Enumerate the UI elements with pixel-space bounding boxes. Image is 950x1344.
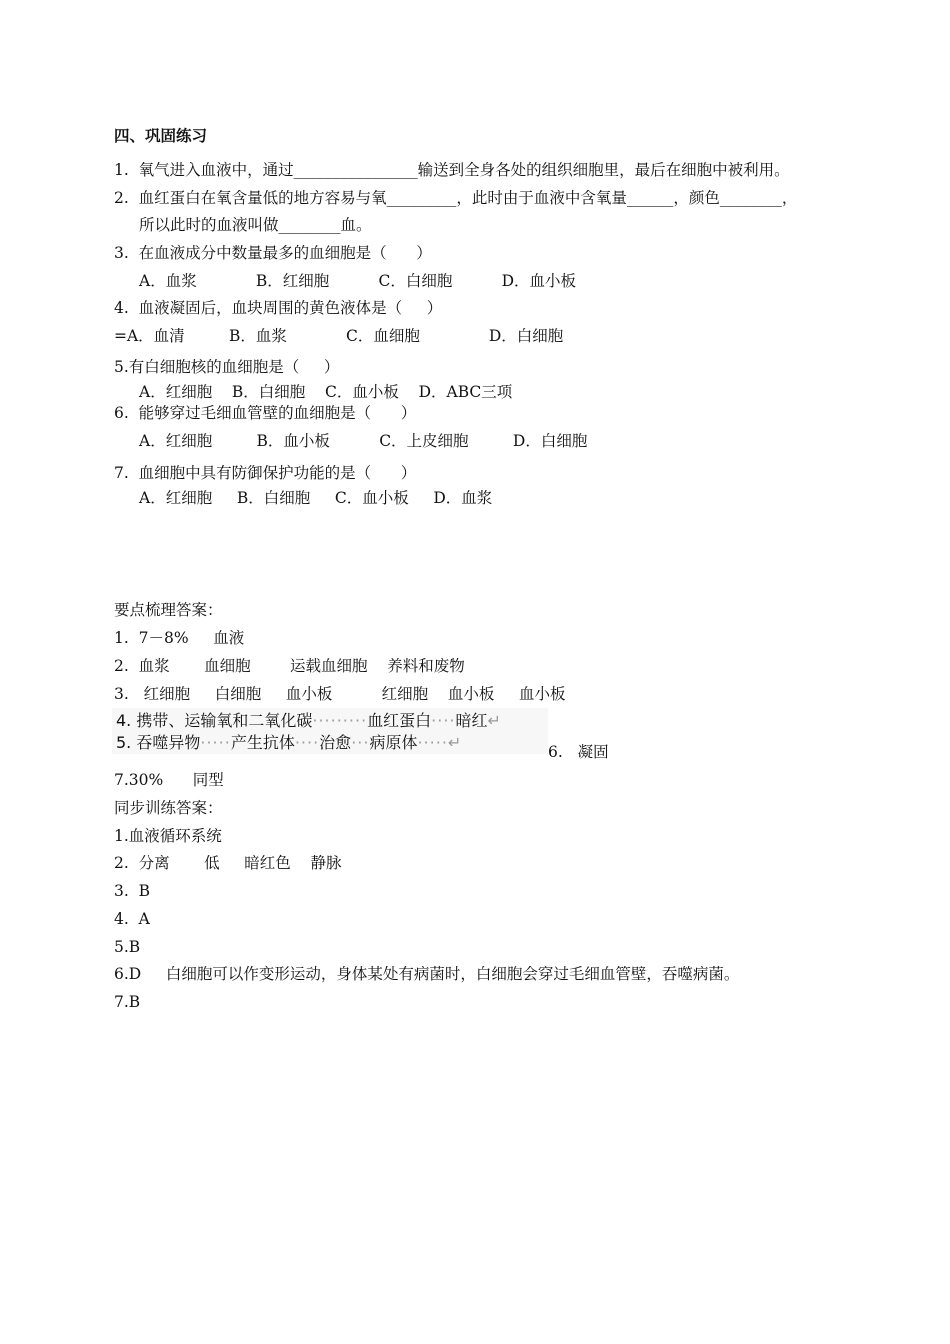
dot-leader: ·····: [417, 733, 448, 752]
key-points-title: 要点梳理答案：: [114, 601, 223, 619]
exercise-7-options: A．红细胞 B．白细胞 C．血小板 D．血浆: [139, 489, 493, 507]
return-mark: ↵: [447, 733, 463, 752]
key-point-5-a: 吞噬异物: [136, 733, 201, 752]
key-point-3: 3. 红细胞 白细胞 血小板 红细胞 血小板 血小板: [114, 685, 566, 703]
key-point-5: [116, 733, 462, 753]
exercise-4-options: =A．血清 B．血浆 C．血细胞 D．白细胞: [114, 327, 564, 345]
exercise-6: 6. 能够穿过毛细血管壁的血细胞是（ ）: [114, 404, 417, 422]
sync-answer-3: 3. B: [114, 882, 151, 900]
sync-title: 同步训练答案：: [114, 799, 223, 817]
sync-answer-4: 4. A: [114, 910, 150, 928]
key-point-6: 6. 凝固: [548, 743, 609, 761]
key-point-4-b: 血红蛋白: [367, 711, 432, 730]
exercise-3: 3. 在血液成分中数量最多的血细胞是（ ）: [114, 244, 432, 262]
key-point-5-c: 治愈: [319, 733, 352, 752]
dot-leader: ·········: [312, 711, 368, 730]
sync-answer-5: 5.B: [114, 938, 141, 956]
return-mark: ↵: [487, 711, 502, 730]
dot-leader: ···: [351, 733, 370, 752]
sync-answer-2: 2. 分离 低 暗红色 静脉: [114, 854, 342, 872]
dot-leader: ····: [431, 711, 456, 730]
key-point-4-c: 暗红: [455, 711, 488, 730]
key-point-4: [116, 711, 502, 731]
exercise-1: 1. 氧气进入血液中，通过________________输送到全身各处的组织细胞里，最后在细胞中被利用。: [114, 161, 790, 179]
key-point-7: 7.30% 同型: [114, 771, 224, 789]
key-point-5-b: 产生抗体: [230, 733, 295, 752]
exercise-2: 2. 血红蛋白在氧含量低的地方容易与氧_________，此时由于血液中含氧量______，颜色________，: [114, 189, 798, 207]
sync-answer-1: 1.血液循环系统: [114, 827, 222, 845]
key-point-1: 1. 7－8% 血液: [114, 629, 245, 647]
exercise-5: 5.有白细胞核的血细胞是（ ）: [114, 358, 340, 376]
dot-leader: ····: [294, 733, 320, 752]
exercise-4: 4. 血液凝固后，血块周围的黄色液体是（ ）: [114, 299, 443, 317]
key-point-5-d: 病原体: [369, 733, 418, 752]
exercise-3-options: A．血浆 B．红细胞 C．白细胞 D．血小板: [139, 272, 577, 290]
exercise-6-options: A．红细胞 B．血小板 C．上皮细胞 D．白细胞: [139, 432, 588, 450]
key-point-5-number: 5.: [116, 733, 132, 752]
exercise-2-cont: 所以此时的血液叫做________血。: [139, 216, 372, 234]
section-title: 四、巩固练习: [114, 127, 208, 145]
exercise-7: 7. 血细胞中具有防御保护功能的是（ ）: [114, 464, 417, 482]
dot-leader: ·····: [200, 733, 231, 752]
sync-answer-6: 6.D 白细胞可以作变形运动，身体某处有病菌时，白细胞会穿过毛细血管壁，吞噬病菌。: [114, 965, 740, 983]
exercise-5-options: A．红细胞 B．白细胞 C．血小板 D．ABC三项: [139, 383, 513, 401]
key-point-2: 2. 血浆 血细胞 运载血细胞 养料和废物: [114, 657, 465, 675]
key-point-4-a: 携带、运输氧和二氧化碳: [136, 711, 313, 730]
key-point-4-number: 4.: [116, 711, 132, 730]
sync-answer-7: 7.B: [114, 993, 141, 1011]
